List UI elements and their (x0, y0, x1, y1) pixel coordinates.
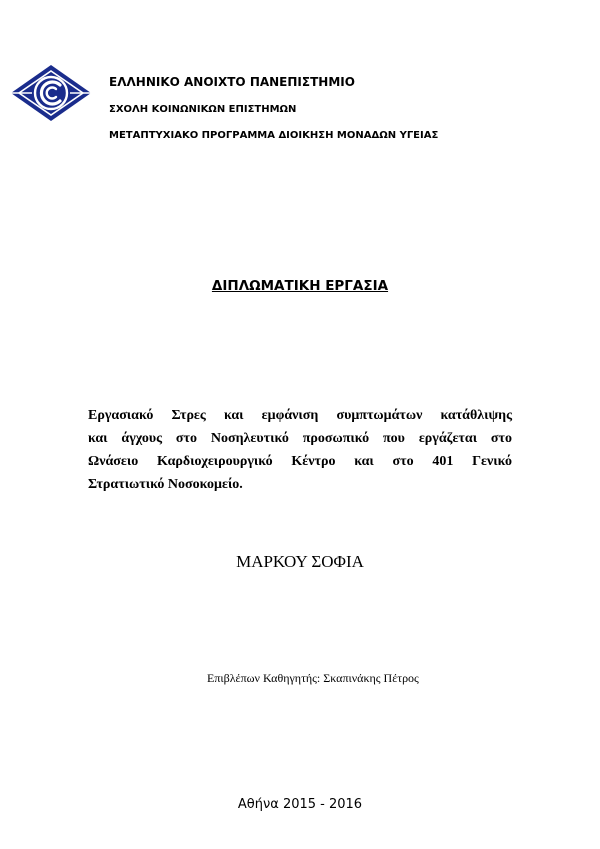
thesis-title-line: Στρατιωτικό Νοσοκομείο. (88, 477, 243, 492)
author-name: ΜΑΡΚΟΥ ΣΟΦΙΑ (236, 552, 364, 571)
supervisor-line: Επιβλέπων Καθηγητής: Σκαπινάκης Πέτρος (207, 671, 419, 685)
thesis-title-line: Εργασιακό Στρες και εμφάνιση συμπτωμάτων κατάθλιψης (88, 408, 512, 423)
university-logo-icon (10, 64, 92, 122)
school-name: ΣΧΟΛΗ ΚΟΙΝΩΝΙΚΩΝ ΕΠΙΣΤΗΜΩΝ (109, 104, 297, 115)
thesis-title (88, 404, 512, 496)
thesis-title-line: Ωνάσειο Καρδιοχειρουργικό Κέντρο και στο 401 Γενικό (88, 454, 512, 469)
program-name: ΜΕΤΑΠΤΥΧΙΑΚΟ ΠΡΟΓΡΑΜΜΑ ΔΙΟΙΚΗΣΗ ΜΟΝΑΔΩΝ ΥΓΕΙΑΣ (109, 130, 439, 141)
document-type-heading: ΔΙΠΛΩΜΑΤΙΚΗ ΕΡΓΑΣΙΑ (211, 278, 389, 294)
university-name: ΕΛΛΗΝΙΚΟ ΑΝΟΙΧΤΟ ΠΑΝΕΠΙΣΤΗΜΙΟ (109, 75, 355, 89)
place-date: Αθήνα 2015 - 2016 (237, 797, 363, 812)
thesis-title-line: και άγχους στο Νοσηλευτικό προσωπικό που εργάζεται στο (88, 431, 512, 446)
